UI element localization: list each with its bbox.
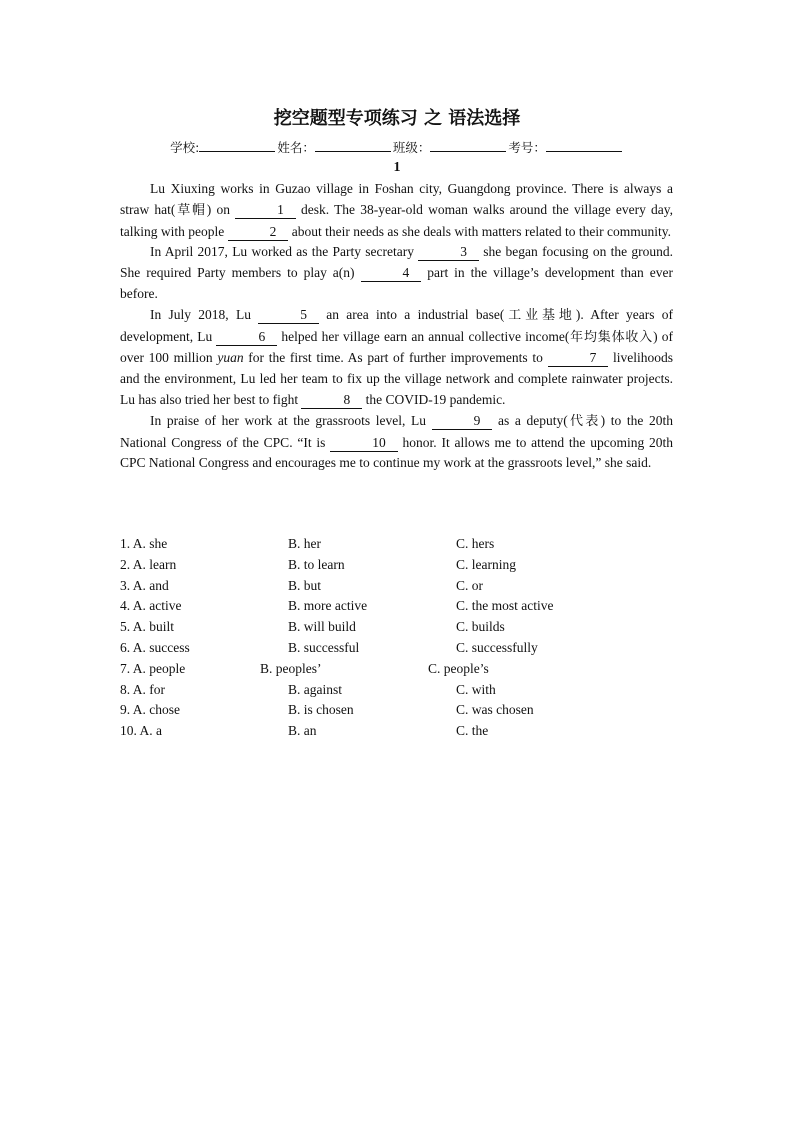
page-title: 挖空题型专项练习 之 语法选择 (273, 108, 521, 129)
option-a[interactable]: 3. A. and (120, 577, 169, 593)
option-a[interactable]: 1. A. she (120, 536, 168, 551)
option-row (120, 680, 680, 701)
text: ). After years of development, Lu (120, 306, 674, 344)
option-a[interactable]: 4. A. active (120, 598, 182, 614)
text: ) to the 20th National Congress of the CPC. “It is (120, 412, 673, 450)
text: In praise of her work at the grassroots level, Lu (150, 412, 432, 428)
blank-9[interactable]: 9 (432, 413, 493, 430)
option-a[interactable]: 8. A. for (120, 681, 165, 697)
name-blank[interactable] (315, 139, 391, 152)
option-b[interactable]: B. more active (288, 598, 368, 614)
text: In July 2018, Lu (150, 306, 259, 322)
option-row (120, 659, 680, 680)
option-row (120, 638, 680, 659)
option-b[interactable]: B. to learn (288, 556, 345, 572)
chinese-gloss: 年均集体收入 (569, 329, 654, 345)
paragraph-1 (120, 179, 673, 242)
paragraph-4 (120, 411, 673, 474)
blank-6[interactable]: 6 (216, 329, 277, 346)
option-a[interactable]: 5. A. built (120, 619, 175, 635)
school-label: 学校: (170, 140, 200, 155)
option-c[interactable]: C. hers (456, 536, 495, 551)
option-b[interactable]: B. against (288, 681, 342, 697)
option-c[interactable]: C. the (456, 723, 489, 739)
text: ) of over 100 million (120, 328, 673, 366)
option-c[interactable]: C. the most active (456, 598, 554, 614)
text: livelihoods and the environment, Lu led her team to fix up the village network and complete rainwater projects. Lu has also tried her best to fight (120, 350, 674, 407)
blank-3[interactable]: 3 (418, 244, 479, 261)
option-c[interactable]: C. learning (456, 556, 516, 572)
exam-no-blank[interactable] (546, 139, 622, 152)
option-row (120, 576, 680, 597)
option-c[interactable]: C. with (456, 681, 496, 697)
option-b[interactable]: B. her (288, 536, 321, 551)
option-c[interactable]: C. builds (456, 619, 505, 635)
text: part in the village’s development than ever before. (120, 265, 673, 301)
text: the COVID-19 pandemic. (362, 391, 506, 407)
passage-number: 1 (393, 160, 401, 175)
option-b[interactable]: B. successful (288, 639, 360, 655)
passage-body (120, 179, 673, 474)
blank-5[interactable]: 5 (258, 307, 319, 324)
student-info-line (0, 138, 794, 156)
class-label: 班级： (392, 140, 431, 155)
option-a[interactable]: 9. A. chose (120, 702, 180, 718)
option-a[interactable]: 7. A. people (120, 660, 186, 676)
blank-7[interactable]: 7 (548, 350, 609, 367)
option-c[interactable]: C. was chosen (456, 702, 534, 718)
blank-4[interactable]: 4 (361, 265, 422, 282)
blank-2[interactable]: 2 (228, 224, 289, 241)
text: about their needs as she deals with matters related to their community. (288, 223, 671, 239)
paragraph-3 (120, 305, 673, 411)
option-b[interactable]: B. will build (288, 619, 356, 635)
text: as a deputy( (492, 412, 568, 428)
option-c[interactable]: C. or (456, 577, 483, 593)
blank-1[interactable]: 1 (235, 202, 296, 219)
text: In April 2017, Lu worked as the Party secretary (150, 244, 419, 260)
option-b[interactable]: B. an (288, 723, 317, 739)
name-label: 姓名： (277, 140, 315, 155)
text: Lu Xiuxing works in Guzao village in Foshan city, Guangdong province. There is always a straw hat( (120, 181, 673, 217)
text: desk. The 38-year-old woman walks around the village every day, talking with people (120, 201, 673, 239)
option-b[interactable]: B. is chosen (288, 702, 354, 718)
text: she began focusing on the ground. She required Party members to play a(n) (120, 244, 673, 281)
option-row (120, 534, 680, 555)
text: ) on (206, 201, 236, 217)
paragraph-2 (120, 242, 673, 304)
school-blank[interactable] (199, 139, 275, 152)
option-a[interactable]: 6. A. success (120, 639, 190, 655)
text: for the first time. As part of further improvements to (243, 350, 548, 366)
option-a[interactable]: 2. A. learn (120, 556, 177, 572)
option-b[interactable]: B. peoples’ (260, 660, 322, 676)
text: honor. It allows me to attend the upcoming 20th CPC National Congress and encourages me to continue my work at the grassroots level,” she said. (120, 434, 674, 471)
option-c[interactable]: C. people’s (428, 660, 489, 676)
option-row (120, 721, 680, 742)
blank-8[interactable]: 8 (301, 392, 362, 409)
option-row (120, 700, 680, 721)
blank-10[interactable]: 10 (330, 435, 398, 452)
chinese-gloss: 工业基地 (504, 307, 576, 323)
text: helped her village earn an annual collective income( (277, 328, 570, 344)
answer-options (120, 534, 680, 742)
chinese-gloss: 草帽 (175, 202, 207, 218)
italic-term: yuan (217, 350, 244, 366)
class-blank[interactable] (430, 139, 506, 152)
option-c[interactable]: C. successfully (456, 639, 538, 655)
option-row (120, 617, 680, 638)
text: an area into a industrial base( (318, 306, 505, 322)
chinese-gloss: 代表 (567, 413, 601, 429)
option-a[interactable]: 10. A. a (120, 723, 162, 739)
option-row (120, 555, 680, 576)
exam-no-label: 考号： (508, 140, 546, 155)
option-b[interactable]: B. but (288, 577, 322, 593)
option-row (120, 596, 680, 617)
